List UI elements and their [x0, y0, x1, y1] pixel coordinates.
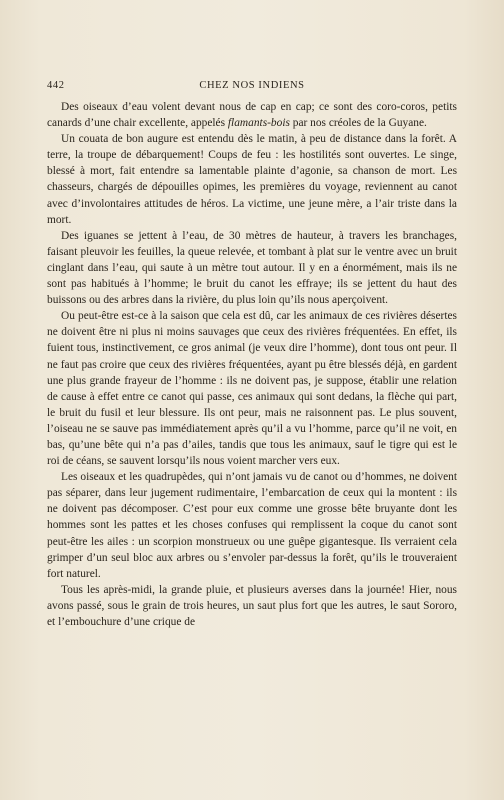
paragraph-1: [47, 99, 457, 131]
running-header: [47, 80, 457, 94]
paragraph-6: Tous les après-midi, la grande pluie, et plusieurs averses dans la journée! Hier, nous avons passé, sous le grain de trois heures, un saut plus fort que les autres, le saut Sororo, et l’embouchure d’une crique de: [47, 583, 457, 628]
paragraph-2: Un couata de bon augure est entendu dès le matin, à peu de distance dans la forêt. A terre, la troupe de débarquement! Coups de feu : les hostilités sont ouvertes. Le singe, blessé à mort, fait entendre sa lamentable plainte d’agonie, sa chanson de mort. Les chasseurs, chargés de dépouilles opimes, les premières du voyage, reviennent au canot avec d’involontaires attitudes de héros. La victime, une jeune mère, a l’air triste dans la mort.: [47, 133, 457, 226]
italic-term: flamants-bois: [227, 117, 290, 130]
paragraph-3: Des iguanes se jettent à l’eau, de 30 mètres de hauteur, à travers les branchages, faisant pleuvoir les feuilles, la queue relevée, et tombant à plat sur le ventre avec un bruit cinglant dans l’eau, qui saute à un mètre tout autour. Il y en a énormément, mais ils ne sont pas habitués à l’homme; le bruit du canot les effraye; ils se jettent du haut des buissons ou des arbres dans la rivière, du plus loin qu’ils nous aperçoivent.: [47, 229, 457, 307]
paragraph-1-text-start: Des oiseaux d’eau volent devant nous de cap en cap; ce sont des coro-coros, petits canards d’une chair excellente, appelés: [47, 101, 457, 130]
body-text: [47, 99, 457, 630]
paragraph-4: Ou peut-être est-ce à la saison que cela est dû, car les animaux de ces rivières désertes ne doivent être ni plus ni moins sauvages que ceux des rivières fréquentées. En effet, ils fuient tous, instinctivement, ce gros animal (je veux dire l’homme), dont tous ont peur. Il ne faut pas croire que ceux des rivières fréquentées, ayant pu être blessés déjà, en gardent une plus grande frayeur de l’homme : ils ne doivent pas, je suppose, établir une relation de cause à effet entre ce canot qui passe, ces animaux qui sont dedans, la flèche qui part, le bruit du fusil et leur blessure. Ils ont peur, mais ne raisonnent pas. Le plus souvent, l’oiseau ne se sauve pas immédiatement après qu’il a vu l’homme, parce qu’il ne voit, en bas, qu’une bête qui n’a pas d’ailes, tandis que tous les animaux, sauf le tigre qui est le roi de céans, se sauvent lorsqu’ils nous voient marcher vers eux.: [47, 310, 457, 468]
paragraph-1-text-end: par nos créoles de la Guyane.: [289, 117, 427, 130]
running-title: CHEZ NOS INDIENS: [199, 80, 305, 91]
page-number: 442: [47, 80, 65, 91]
paragraph-5: Les oiseaux et les quadrupèdes, qui n’ont jamais vu de canot ou d’hommes, ne doivent pas séparer, dans leur jugement rudimentaire, l’embarcation de ceux qui la montent : ils ne doivent pas décomposer. C’est pour eux comme une grosse bête bruyante dont les hommes sont les pattes et les choses confuses qui remplissent la coque du canot sont peut-être les ailes : un scorpion monstrueux ou une guêpe gigantesque. Ils verraient cela grimper d’un seul bloc aux arbres ou s’envoler par-dessus la forêt, qu’ils le trouveraient fort naturel.: [47, 471, 457, 580]
